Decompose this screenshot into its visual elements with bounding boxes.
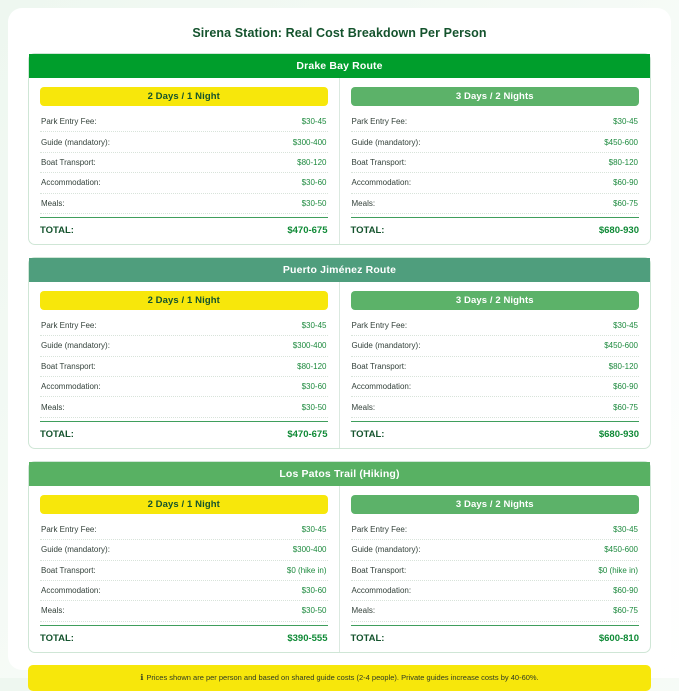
cost-row <box>40 561 328 581</box>
cost-value: $60-90 <box>613 178 638 188</box>
route-header: Puerto Jiménez Route <box>29 258 650 282</box>
cost-value: $450-600 <box>604 137 638 147</box>
cost-row <box>40 581 328 601</box>
cost-row <box>40 540 328 560</box>
cost-label: Park Entry Fee: <box>351 117 408 127</box>
cost-row <box>40 357 328 377</box>
cost-value: $30-45 <box>613 321 638 331</box>
cost-label: Boat Transport: <box>351 565 407 575</box>
routes-container <box>28 53 651 653</box>
cost-row <box>40 377 328 397</box>
route-card <box>28 461 651 653</box>
cost-value: $30-60 <box>301 382 327 392</box>
total-row <box>351 217 640 236</box>
cost-row <box>351 336 640 356</box>
page-title: Sirena Station: Real Cost Breakdown Per Person <box>192 26 487 40</box>
total-value: $390-555 <box>287 632 328 644</box>
total-label: TOTAL: <box>350 632 385 644</box>
cost-label: Guide (mandatory): <box>41 137 110 147</box>
plan-badge[interactable]: 3 Days / 2 Nights <box>351 291 640 310</box>
cost-value: $30-60 <box>301 586 327 596</box>
plan-badge[interactable]: 2 Days / 1 Night <box>40 87 328 106</box>
cost-value: $300-400 <box>292 341 327 351</box>
cost-value: $80-120 <box>297 157 327 167</box>
cost-value: $30-45 <box>613 524 638 534</box>
cost-row <box>40 397 328 417</box>
cost-label: Guide (mandatory): <box>351 341 421 351</box>
cost-label: Boat Transport: <box>41 361 96 371</box>
cost-row <box>351 520 640 540</box>
cost-label: Meals: <box>351 402 376 412</box>
cost-label: Meals: <box>351 198 376 208</box>
cost-label: Guide (mandatory): <box>351 137 421 147</box>
cost-value: $30-45 <box>613 117 638 127</box>
cost-value: $30-45 <box>301 321 327 331</box>
plan-column <box>340 78 651 244</box>
cost-value: $80-120 <box>608 361 638 371</box>
plan-badge[interactable]: 3 Days / 2 Nights <box>351 87 640 106</box>
footer-note <box>28 665 651 691</box>
cost-value: $300-400 <box>292 137 327 147</box>
cost-value: $60-90 <box>613 586 638 596</box>
cost-label: Accommodation: <box>41 178 101 188</box>
cost-row <box>351 194 640 214</box>
route-card <box>28 53 651 245</box>
cost-value: $30-50 <box>301 198 327 208</box>
cost-row <box>351 397 640 417</box>
cost-value: $30-60 <box>301 178 327 188</box>
plan-badge[interactable]: 2 Days / 1 Night <box>40 495 328 514</box>
cost-label: Guide (mandatory): <box>351 545 421 555</box>
route-header: Los Patos Trail (Hiking) <box>29 462 650 486</box>
cost-value: $30-50 <box>301 402 327 412</box>
cost-value: $0 (hike in) <box>598 565 638 575</box>
cost-value: $450-600 <box>604 341 638 351</box>
cost-row <box>351 173 640 193</box>
plan-column <box>340 282 651 448</box>
total-label: TOTAL: <box>40 428 74 440</box>
cost-row <box>40 173 328 193</box>
total-value: $470-675 <box>287 428 328 440</box>
cost-label: Guide (mandatory): <box>41 341 110 351</box>
cost-row <box>351 357 640 377</box>
cost-row <box>40 336 328 356</box>
cost-value: $80-120 <box>297 361 327 371</box>
cost-value: $60-75 <box>613 606 638 616</box>
cost-breakdown-page <box>8 8 671 683</box>
cost-label: Meals: <box>41 402 65 412</box>
footer-note-text: Prices shown are per person and based on shared guide costs (2-4 people). Private guides increase costs by 40-60%. <box>146 672 539 682</box>
cost-row <box>351 112 640 132</box>
total-row <box>351 421 640 440</box>
cost-value: $30-50 <box>301 606 327 616</box>
cost-value: $60-75 <box>613 402 638 412</box>
cost-value: $60-75 <box>613 198 638 208</box>
total-label: TOTAL: <box>40 224 74 236</box>
plan-column <box>29 78 340 244</box>
total-value: $680-930 <box>598 428 639 440</box>
total-row <box>351 625 640 644</box>
cost-row <box>40 194 328 214</box>
cost-row <box>351 153 640 173</box>
cost-row <box>351 581 640 601</box>
cost-row <box>351 316 640 336</box>
cost-row <box>351 561 640 581</box>
cost-label: Meals: <box>351 606 376 616</box>
cost-label: Park Entry Fee: <box>41 321 97 331</box>
cost-value: $80-120 <box>608 157 638 167</box>
cost-label: Boat Transport: <box>41 565 96 575</box>
cost-row <box>40 153 328 173</box>
cost-value: $60-90 <box>613 382 638 392</box>
total-value: $470-675 <box>287 224 328 236</box>
total-value: $680-930 <box>598 224 639 236</box>
cost-value: $30-45 <box>301 117 327 127</box>
cost-value: $30-45 <box>301 524 327 534</box>
cost-label: Boat Transport: <box>351 157 407 167</box>
cost-row <box>40 112 328 132</box>
cost-label: Guide (mandatory): <box>41 545 110 555</box>
cost-value: $0 (hike in) <box>286 565 327 575</box>
route-card <box>28 257 651 449</box>
cost-row <box>351 377 640 397</box>
cost-row <box>351 601 640 621</box>
cost-label: Boat Transport: <box>41 157 96 167</box>
total-row <box>40 217 328 236</box>
cost-row <box>351 540 640 560</box>
total-label: TOTAL: <box>40 632 74 644</box>
plan-column <box>29 282 340 448</box>
cost-label: Boat Transport: <box>351 361 407 371</box>
route-columns <box>29 282 650 448</box>
cost-row <box>40 601 328 621</box>
total-value: $600-810 <box>598 632 639 644</box>
total-label: TOTAL: <box>350 224 385 236</box>
cost-label: Accommodation: <box>41 382 101 392</box>
plan-badge[interactable]: 3 Days / 2 Nights <box>351 495 640 514</box>
cost-row <box>40 132 328 152</box>
cost-label: Park Entry Fee: <box>41 117 97 127</box>
route-columns <box>29 486 650 652</box>
plan-column <box>29 486 340 652</box>
cost-value: $300-400 <box>292 545 327 555</box>
route-header: Drake Bay Route <box>29 54 650 78</box>
cost-label: Meals: <box>41 606 65 616</box>
cost-label: Accommodation: <box>41 586 101 596</box>
total-row <box>40 421 328 440</box>
cost-row <box>351 132 640 152</box>
cost-label: Meals: <box>41 198 65 208</box>
plan-badge[interactable]: 2 Days / 1 Night <box>40 291 328 310</box>
route-columns <box>29 78 650 244</box>
cost-row <box>40 316 328 336</box>
plan-column <box>340 486 651 652</box>
info-icon: ℹ <box>140 673 144 683</box>
cost-label: Accommodation: <box>351 586 412 596</box>
cost-label: Accommodation: <box>351 382 412 392</box>
total-label: TOTAL: <box>350 428 385 440</box>
total-row <box>40 625 328 644</box>
cost-value: $450-600 <box>604 545 638 555</box>
cost-label: Accommodation: <box>351 178 412 188</box>
cost-row <box>40 520 328 540</box>
cost-label: Park Entry Fee: <box>351 321 408 331</box>
cost-label: Park Entry Fee: <box>351 524 408 534</box>
cost-label: Park Entry Fee: <box>41 524 97 534</box>
